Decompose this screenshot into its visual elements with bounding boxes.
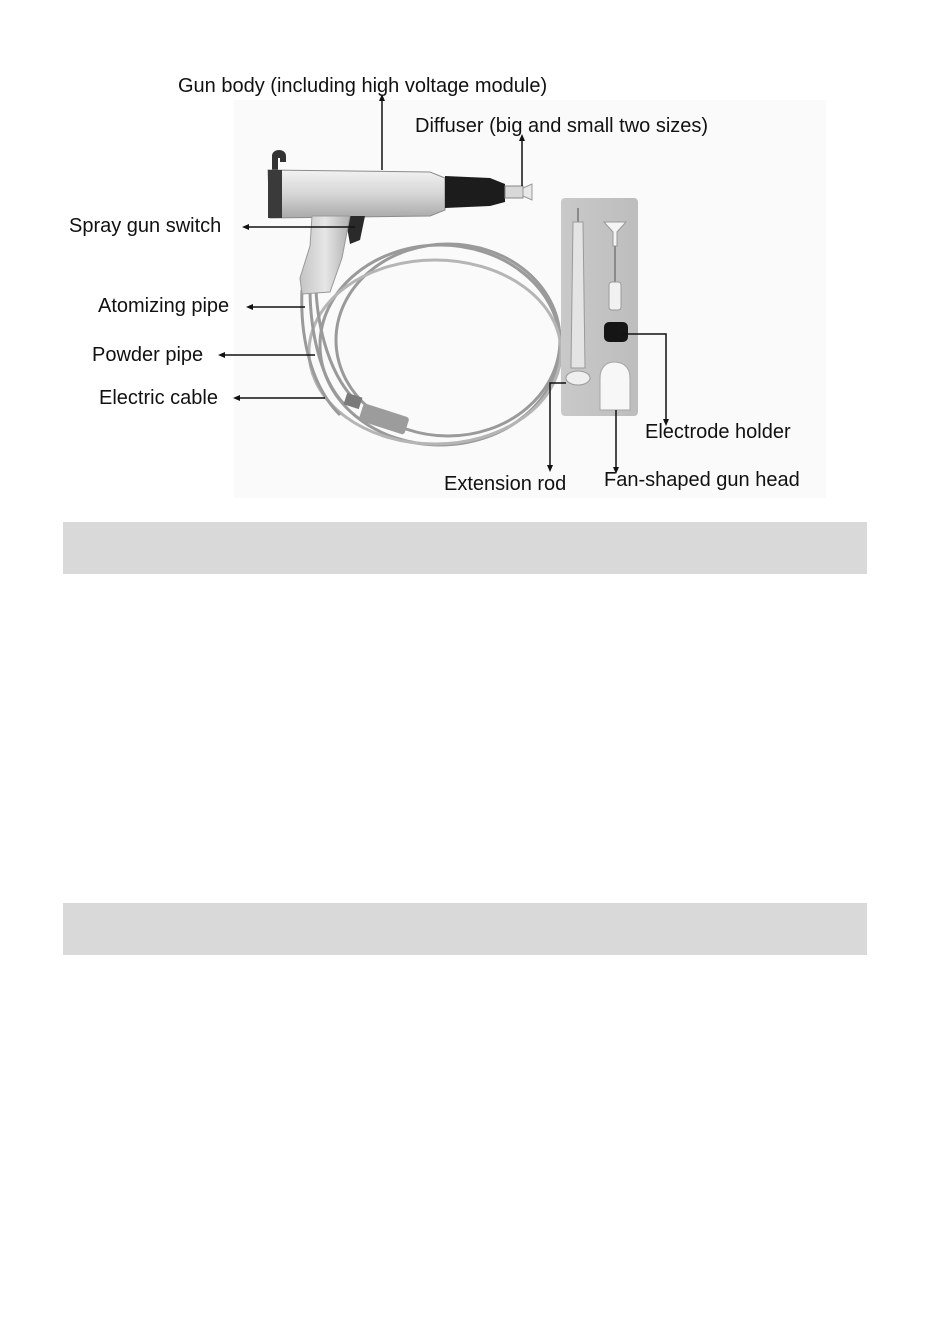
electrode-holder-shape [604, 322, 628, 342]
fan-shaped-gun-head-label: Fan-shaped gun head [604, 469, 800, 491]
powder-pipe-label: Powder pipe [92, 344, 204, 366]
gun-body-label: Gun body (including high voltage module) [178, 75, 548, 97]
electrode-holder-label: Electrode holder [645, 421, 791, 443]
atomizing-pipe-label: Atomizing pipe [98, 295, 230, 317]
spray-gun-figure [0, 0, 933, 500]
electric-cable-label: Electric cable [99, 387, 218, 409]
section-header-bar-1 [63, 522, 867, 574]
extension-rod-label: Extension rod [444, 473, 567, 495]
gun-nozzle [445, 176, 505, 208]
section-header-bar-2 [63, 903, 867, 955]
fan-head-shape [600, 362, 630, 410]
gun-body [268, 170, 445, 218]
diffuser-label: Diffuser (big and small two sizes) [415, 115, 709, 137]
spray-gun-switch-label: Spray gun switch [69, 215, 222, 237]
